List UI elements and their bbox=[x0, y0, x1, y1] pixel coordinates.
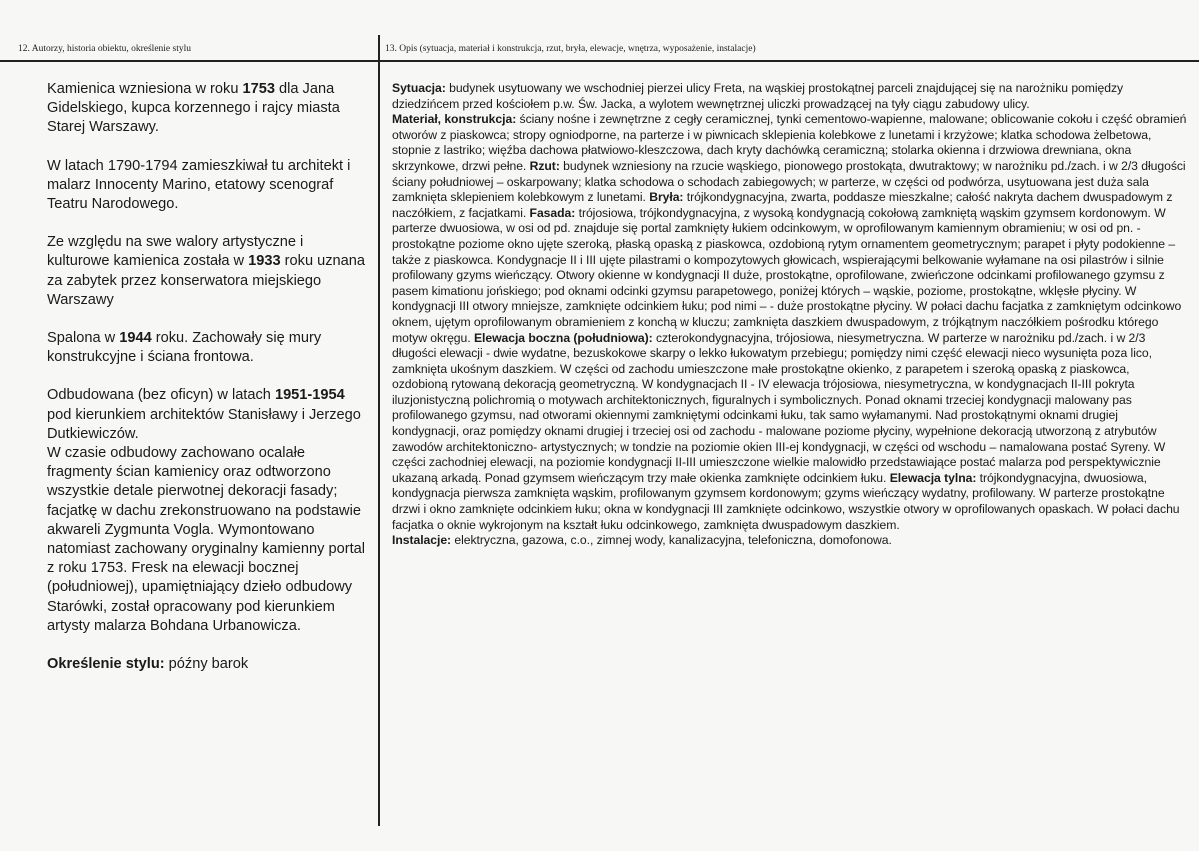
style-definition bbox=[47, 655, 365, 674]
history-paragraph-burned bbox=[47, 329, 365, 367]
description-installations bbox=[392, 533, 1188, 549]
side-elevation-text: czterokondygnacyjna, trójosiowa, niesymetryczna. W parterze w narożniku pd./zach. i w 2/3 długości elewacji - dwie wydatne, bezuskokowe skarpy o lekko łukowatym przebiegu; pomiędzy nimi część elewacji nieco wysunięta poza lico, zamknięta ukośnym daszkiem. W części od zachodu umieszczone małe prostokątne okienko, z parapetem i szeroką opaską z piaskowca, ozdobioną rytowaną dekoracją geometryczną. W kondygnacjach II - IV elewacja trójosiowa, niesymetryczna, w kondygnacjach II-III pokryta iluzjonistyczną polichromią o motywach architektonicznych, figuralnych i symbolicznych. Ponad oknami trzeciej kondygnacji malowany pas profilowanego gzymsu, nad otworami okiennymi zamkniętymi odcinkami łuku, tak samo wyłamanymi. Nad prostokątnymi oknami drugiej kondygnacji, oraz pomiędzy oknami drugiej i trzeciej osi od zachodu - malowane poziome płyciny, wypełnione dekoracją utworzoną z atrybutów zawodów architektoniczno- artystycznych; w tondzie na poziomie okien III-ej kondygnacji, w części od wschodu – namalowana postać Syreny. W części zachodniej elewacji, na poziomie kondygnacji II-III umieszczone wielkie malowidło przedstawiające postać malarza pod perspektywicznie ukazaną arkadą. Ponad gzymsem wieńczącym trzy małe okienka zamknięte odcinkiem łuku. bbox=[392, 330, 1166, 485]
massing-text: trójkondygnacyjna, zwarta, poddasze mieszkalne; całość nakryta dachem dwuspadowym z naczółkiem, z facjatkami. bbox=[392, 190, 1173, 220]
style-label: Określenie stylu: bbox=[47, 656, 165, 673]
history-paragraph-built bbox=[47, 80, 365, 138]
situation-label: Sytuacja: bbox=[392, 81, 446, 95]
history-paragraph-marino: W latach 1790-1794 zamieszkiwał tu architekt i malarz Innocenty Marino, etatowy scenograf Teatru Narodowego. bbox=[47, 157, 351, 213]
history-paragraph-reconstruction: W czasie odbudowy zachowano ocalałe fragmenty ścian kamienicy oraz odtworzono wszystkie detale pierwotnej dekoracji fasady; facjatkę w dachu zrekonstruowano na podstawie akwareli Zygmunta Vogla. Wymontowano natomiast zachowany oryginalny kamienny portal z roku 1753. Fresk na elewacji bocznej (południowej), upamiętniający dzieło odbudowy Starówki, został opracowany pod kierunkiem artysty malarza Bohdana Urbanowicza. bbox=[47, 445, 365, 634]
history-text: roku uznana za zabytek przez konserwatora miejskiego Warszawy bbox=[47, 253, 366, 308]
description-column bbox=[392, 81, 1188, 549]
vertical-divider bbox=[378, 35, 380, 826]
facade-label: Fasada: bbox=[526, 205, 576, 220]
description-situation bbox=[392, 81, 1188, 112]
installations-label: Instalacje: bbox=[392, 533, 452, 548]
year-highlight: 1753 bbox=[242, 81, 275, 97]
material-text: ściany nośne i zewnętrzne z cegły ceramicznej, tynki cementowo-wapienne, malowane; oblicowanie cokołu i część obramień otworów z piaskowca; stropy ogniodporne, na parterze i w piwnicach sklepienia kolebkowe z lunetami i krzyżowe; klatka schodowa żelbetowa, stopnie z lastriko; więźba dachowa płatwiowo-kleszczowa, dach kryty dachówką ceramiczną; stolarka okienna i drzwiowa drewniana, okna skrzynkowe, drzwi pełne. bbox=[392, 112, 1187, 173]
year-highlight: 1933 bbox=[248, 253, 281, 270]
year-highlight: 1944 bbox=[119, 330, 152, 347]
description-main bbox=[392, 112, 1188, 533]
installations-text: elektryczna, gazowa, c.o., zimnej wody, kanalizacyjna, telefoniczna, domofonowa. bbox=[451, 533, 892, 548]
history-text: pod kierunkiem architektów Stanisławy i Jerzego Dutkiewiczów. bbox=[47, 406, 361, 442]
history-paragraph-monument bbox=[47, 233, 365, 310]
history-text: Spalona w bbox=[47, 330, 120, 347]
facade-text: trójosiowa, trójkondygnacyjna, z wysoką kondygnacją cokołową zamkniętą wąskim gzymsem kordonowym. W parterze dwuosiowa, w osi od pd. znajduje się portal zamknięty łukiem odcinkowym, w oprofilowanym kamiennym obramieniu; w osi od pn. - prostokątne poziome okno ujęte szeroką, płaską opaską z piaskowca, ozdobioną rytym ornamentem geometrycznym; parapet i płyty podokienne – także z piaskowca. Kondygnacje II i III ujęte pilastrami o kompozytowych głowicach, wspierającymi belkowanie wyłamane na osi pilastrów i silnie profilowany gzyms wieńczący. Otwory okienne w kondygnacji II duże, prostokątne, oprofilowane, zwieńczone odcinkami profilowanego gzymsu z pasem kimationu jońskiego; pod oknami odcinki gzymsu parapetowego, poniżej których – wąskie, poziome, prostokątne, wklęsłe płyciny. W kondygnacji III otwory mniejsze, zamknięte odcinkiem łuku; pod nimi – - duże prostokątne płyciny. W połaci dachu facjatka z zamkniętym odcinkowo oknem, ujętym oprofilowanym obramieniem z konchą w kluczu; zamknięta daszkiem dwuspadowym, z trójkątnym naczółkiem pośrodku którego motyw okręgu. bbox=[392, 205, 1182, 345]
year-highlight: 1951-1954 bbox=[274, 387, 345, 404]
history-text: Odbudowana (bez oficyn) w latach bbox=[47, 387, 275, 404]
section-header-13: 13. Opis (sytuacja, materiał i konstrukcja, rzut, bryła, elewacje, wnętrza, wyposażenie, instalacje) bbox=[385, 44, 756, 54]
rear-elevation-text: trójkondygnacyjna, dwuosiowa, kondygnacja pierwsza zamknięta wąskim, profilowanym gzymsem kordonowym; gzyms wieńczący wydatny, profilowany. W parterze prostokątne drzwi i okno zamknięte odcinkiem łuku; okna w kondygnacji III zamknięte odcinkowo, wszystkie otwory w oprofilowanych opaskach. W połaci dachu facjatka o oknie wykrojonym na kształt łuku odcinkowego, zamknięta dwuspadowym daszkiem. bbox=[392, 470, 1180, 532]
horizontal-divider bbox=[0, 60, 1199, 62]
style-value: późny barok bbox=[164, 656, 249, 673]
plan-text: budynek wzniesiony na rzucie wąskiego, pionowego prostokąta, dwutraktowy; w narożniku pd./zach. i w 2/3 długości ściany południowej – oskarpowany; klatka schodowa o schodach zabiegowych; w parterze, w części od podwórza, usytuowana jest duża sala zamknięta sklepieniem kolebkowym z lunetami. bbox=[392, 158, 1186, 205]
situation-text: budynek usytuowany we wschodniej pierzei ulicy Freta, na wąskiej prostokątnej parceli znajdującej się na narożniku pomiędzy dziedzińcem przed kościołem p.w. Św. Jacka, a wylotem wewnętrznej uliczki prowadzącej na tyły ciągu zabudowy ulicy. bbox=[392, 81, 1124, 111]
rear-elevation-label: Elewacja tylna: bbox=[886, 470, 977, 485]
plan-label: Rzut: bbox=[526, 158, 560, 173]
history-text: roku. Zachowały się mury konstrukcyjne i ściana frontowa. bbox=[47, 330, 322, 366]
section-header-12: 12. Autorzy, historia obiektu, określenie stylu bbox=[18, 44, 191, 54]
history-paragraph-rebuilt bbox=[47, 386, 365, 444]
history-text: dla Jana Gidelskiego, kupca korzennego i rajcy miasta Starej Warszawy. bbox=[47, 81, 340, 136]
massing-label: Bryła: bbox=[645, 190, 684, 205]
side-elevation-label: Elewacja boczna (południowa): bbox=[470, 330, 653, 345]
history-text: Ze względu na swe walory artystyczne i kulturowe kamienica została w bbox=[47, 234, 304, 270]
history-text: Kamienica wzniesiona w roku bbox=[47, 81, 243, 97]
material-label: Materiał, konstrukcja: bbox=[392, 112, 517, 127]
history-column bbox=[47, 80, 365, 693]
